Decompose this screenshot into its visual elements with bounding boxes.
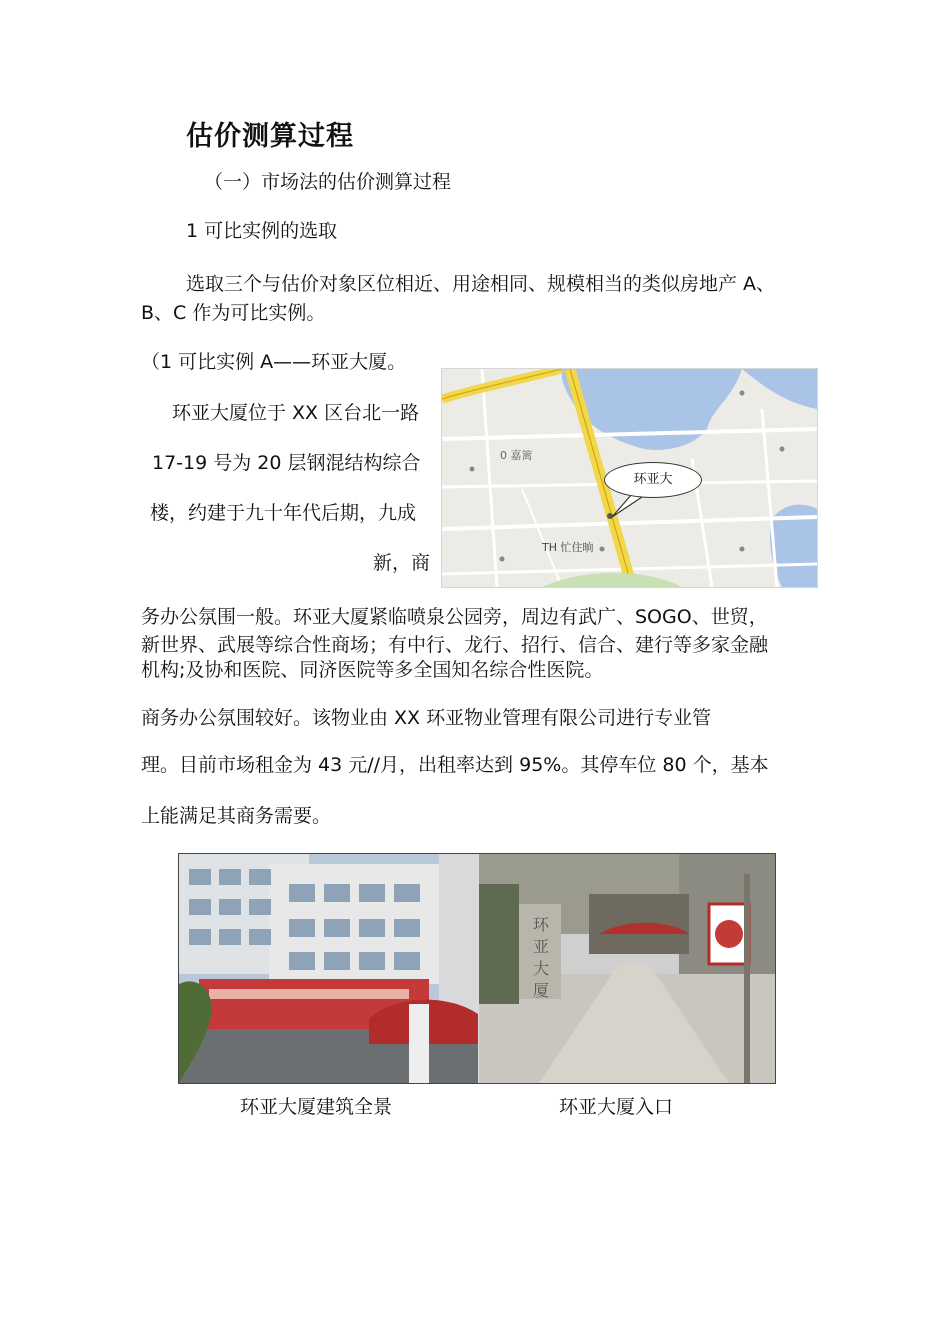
entrance-sign: 环亚大厦 (532, 915, 549, 1000)
subsection-title: 1 可比实例的选取 (186, 220, 338, 242)
desc-line-4: 新，商 (373, 552, 431, 574)
photo-strip (178, 853, 776, 1084)
map-label-2: TH 忙住晌 (542, 541, 594, 554)
section-title: （一）市场法的估价测算过程 (204, 171, 452, 193)
building-photo (179, 854, 478, 1083)
para-d: 上能满足其商务需要。 (141, 805, 332, 827)
desc-line-1: 环亚大厦位于 XX 区台北一路 (172, 402, 420, 424)
para-c: 理。目前市场租金为 43 元//月，出租率达到 95%。其停车位 80 个，基本 (141, 754, 769, 776)
desc-line-2: 17-19 号为 20 层钢混结构综合 (152, 452, 421, 474)
para-a-line-2: 新世界、武展等综合性商场；有中行、龙行、招行、信合、建行等多家金融 (141, 634, 769, 656)
caption-building: 环亚大厦建筑全景 (240, 1096, 393, 1118)
intro-line-2: B、C 作为可比实例。 (141, 302, 326, 324)
intro-line-1: 选取三个与估价对象区位相近、用途相同、规模相当的类似房地产 A、 (186, 273, 776, 295)
para-a-line-1: 务办公氛围一般。环亚大厦紧临喷泉公园旁，周边有武广、SOGO、世贸， (141, 606, 768, 628)
para-b: 商务办公氛围较好。该物业由 XX 环亚物业管理有限公司进行专业管 (141, 707, 712, 729)
map-callout: 环亚大 (604, 462, 702, 498)
para-a-line-3: 机构;及协和医院、同济医院等多全国知名综合性医院。 (141, 659, 604, 681)
entrance-photo (479, 854, 775, 1083)
caption-entrance: 环亚大厦入口 (559, 1096, 674, 1118)
page-heading: 估价测算过程 (186, 121, 354, 152)
map-label-1: 0 嘉篱 (500, 449, 533, 462)
desc-line-3: 楼，约建于九十年代后期，九成 (150, 502, 417, 524)
case-a-title: （1 可比实例 A——环亚大厦。 (141, 351, 407, 373)
